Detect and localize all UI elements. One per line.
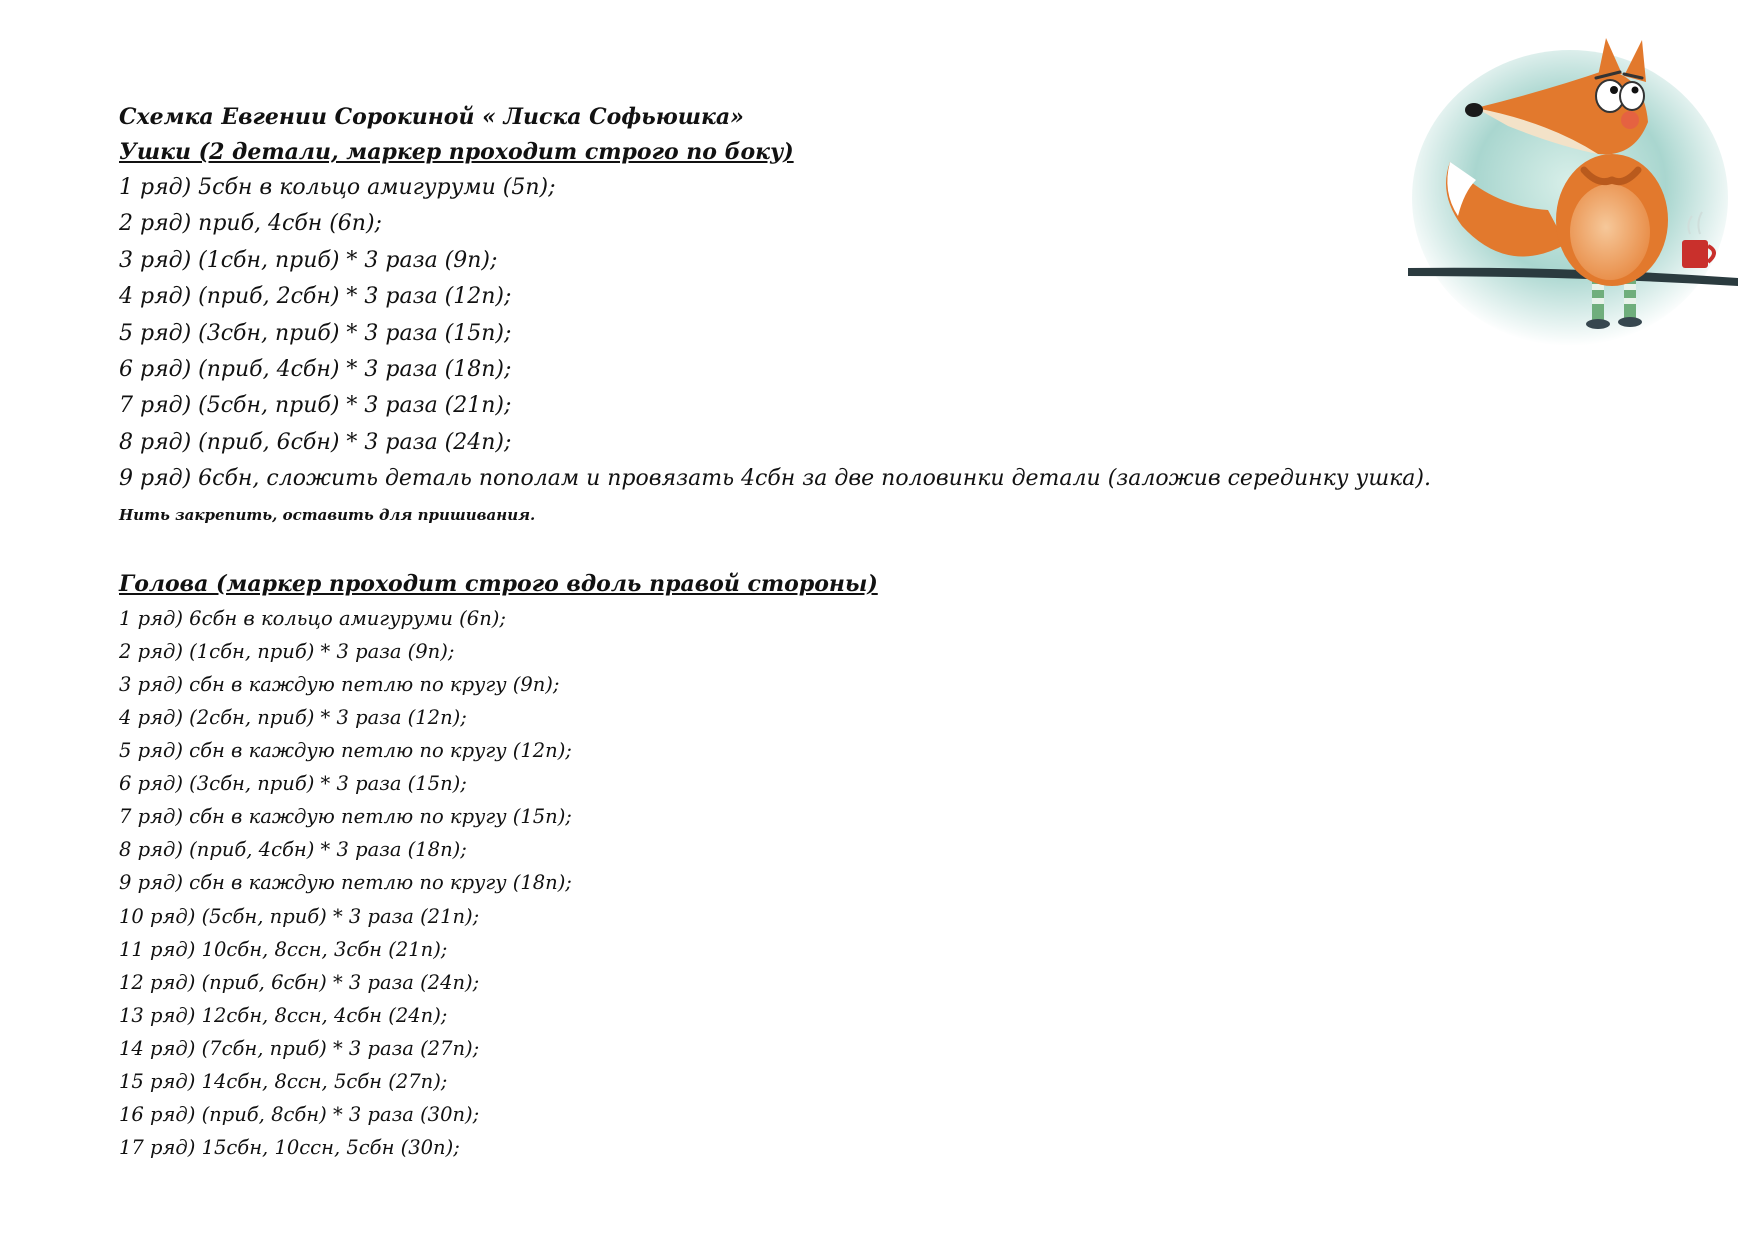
- head-row-17: 17 ряд) 15сбн, 10ссн, 5сбн (30п);: [119, 1136, 460, 1160]
- head-row-9: 9 ряд) сбн в каждую петлю по кругу (18п);: [119, 871, 572, 895]
- document-title: Схемка Евгении Сорокиной « Лиска Софьюшка»: [119, 104, 744, 130]
- head-row-14: 14 ряд) (7сбн, приб) * 3 раза (27п);: [119, 1036, 480, 1060]
- head-row-3: 3 ряд) сбн в каждую петлю по кругу (9п);: [119, 672, 560, 696]
- ears-row-1: 1 ряд) 5сбн в кольцо амигуруми (5п);: [119, 175, 556, 200]
- head-row-11: 11 ряд) 10сбн, 8ссн, 3сбн (21п);: [119, 937, 448, 961]
- ears-row-2: 2 ряд) приб, 4сбн (6п);: [119, 211, 382, 237]
- ears-row-7: 7 ряд) (5сбн, приб) * 3 раза (21п);: [119, 393, 512, 419]
- ears-note: Нить закрепить, оставить для пришивания.: [119, 505, 536, 524]
- head-row-7: 7 ряд) сбн в каждую петлю по кругу (15п);: [119, 805, 572, 829]
- ears-heading: Ушки (2 детали, маркер проходит строго по боку): [119, 139, 794, 165]
- head-row-8: 8 ряд) (приб, 4сбн) * 3 раза (18п);: [119, 838, 467, 862]
- fox-illustration-icon: [1398, 30, 1738, 350]
- head-heading: Голова (маркер проходит строго вдоль правой стороны): [119, 570, 878, 597]
- fox-illustration: [1398, 30, 1738, 350]
- ears-row-9: 9 ряд) 6сбн, сложить деталь пополам и провязать 4сбн за две половинки детали (заложив серединку ушка).: [119, 466, 1431, 492]
- head-row-13: 13 ряд) 12сбн, 8ссн, 4сбн (24п);: [119, 1003, 448, 1027]
- ears-row-5: 5 ряд) (3сбн, приб) * 3 раза (15п);: [119, 320, 512, 346]
- head-row-15: 15 ряд) 14сбн, 8ссн, 5сбн (27п);: [119, 1069, 448, 1093]
- head-row-10: 10 ряд) (5сбн, приб) * 3 раза (21п);: [119, 904, 480, 928]
- ears-row-4: 4 ряд) (приб, 2сбн) * 3 раза (12п);: [119, 284, 512, 310]
- head-row-1: 1 ряд) 6сбн в кольцо амигуруми (6п);: [119, 606, 506, 630]
- ears-row-6: 6 ряд) (приб, 4сбн) * 3 раза (18п);: [119, 357, 512, 383]
- pattern-document: [119, 100, 1579, 1164]
- head-row-2: 2 ряд) (1сбн, приб) * 3 раза (9п);: [119, 639, 455, 663]
- head-row-12: 12 ряд) (приб, 6сбн) * 3 раза (24п);: [119, 970, 480, 994]
- head-row-5: 5 ряд) сбн в каждую петлю по кругу (12п);: [119, 739, 572, 763]
- head-row-6: 6 ряд) (3сбн, приб) * 3 раза (15п);: [119, 772, 467, 796]
- section-spacer: [119, 532, 1579, 566]
- ears-row-3: 3 ряд) (1сбн, приб) * 3 раза (9п);: [119, 247, 498, 273]
- ears-row-8: 8 ряд) (приб, 6сбн) * 3 раза (24п);: [119, 429, 512, 455]
- head-row-16: 16 ряд) (приб, 8сбн) * 3 раза (30п);: [119, 1103, 480, 1127]
- head-row-4: 4 ряд) (2сбн, приб) * 3 раза (12п);: [119, 705, 467, 729]
